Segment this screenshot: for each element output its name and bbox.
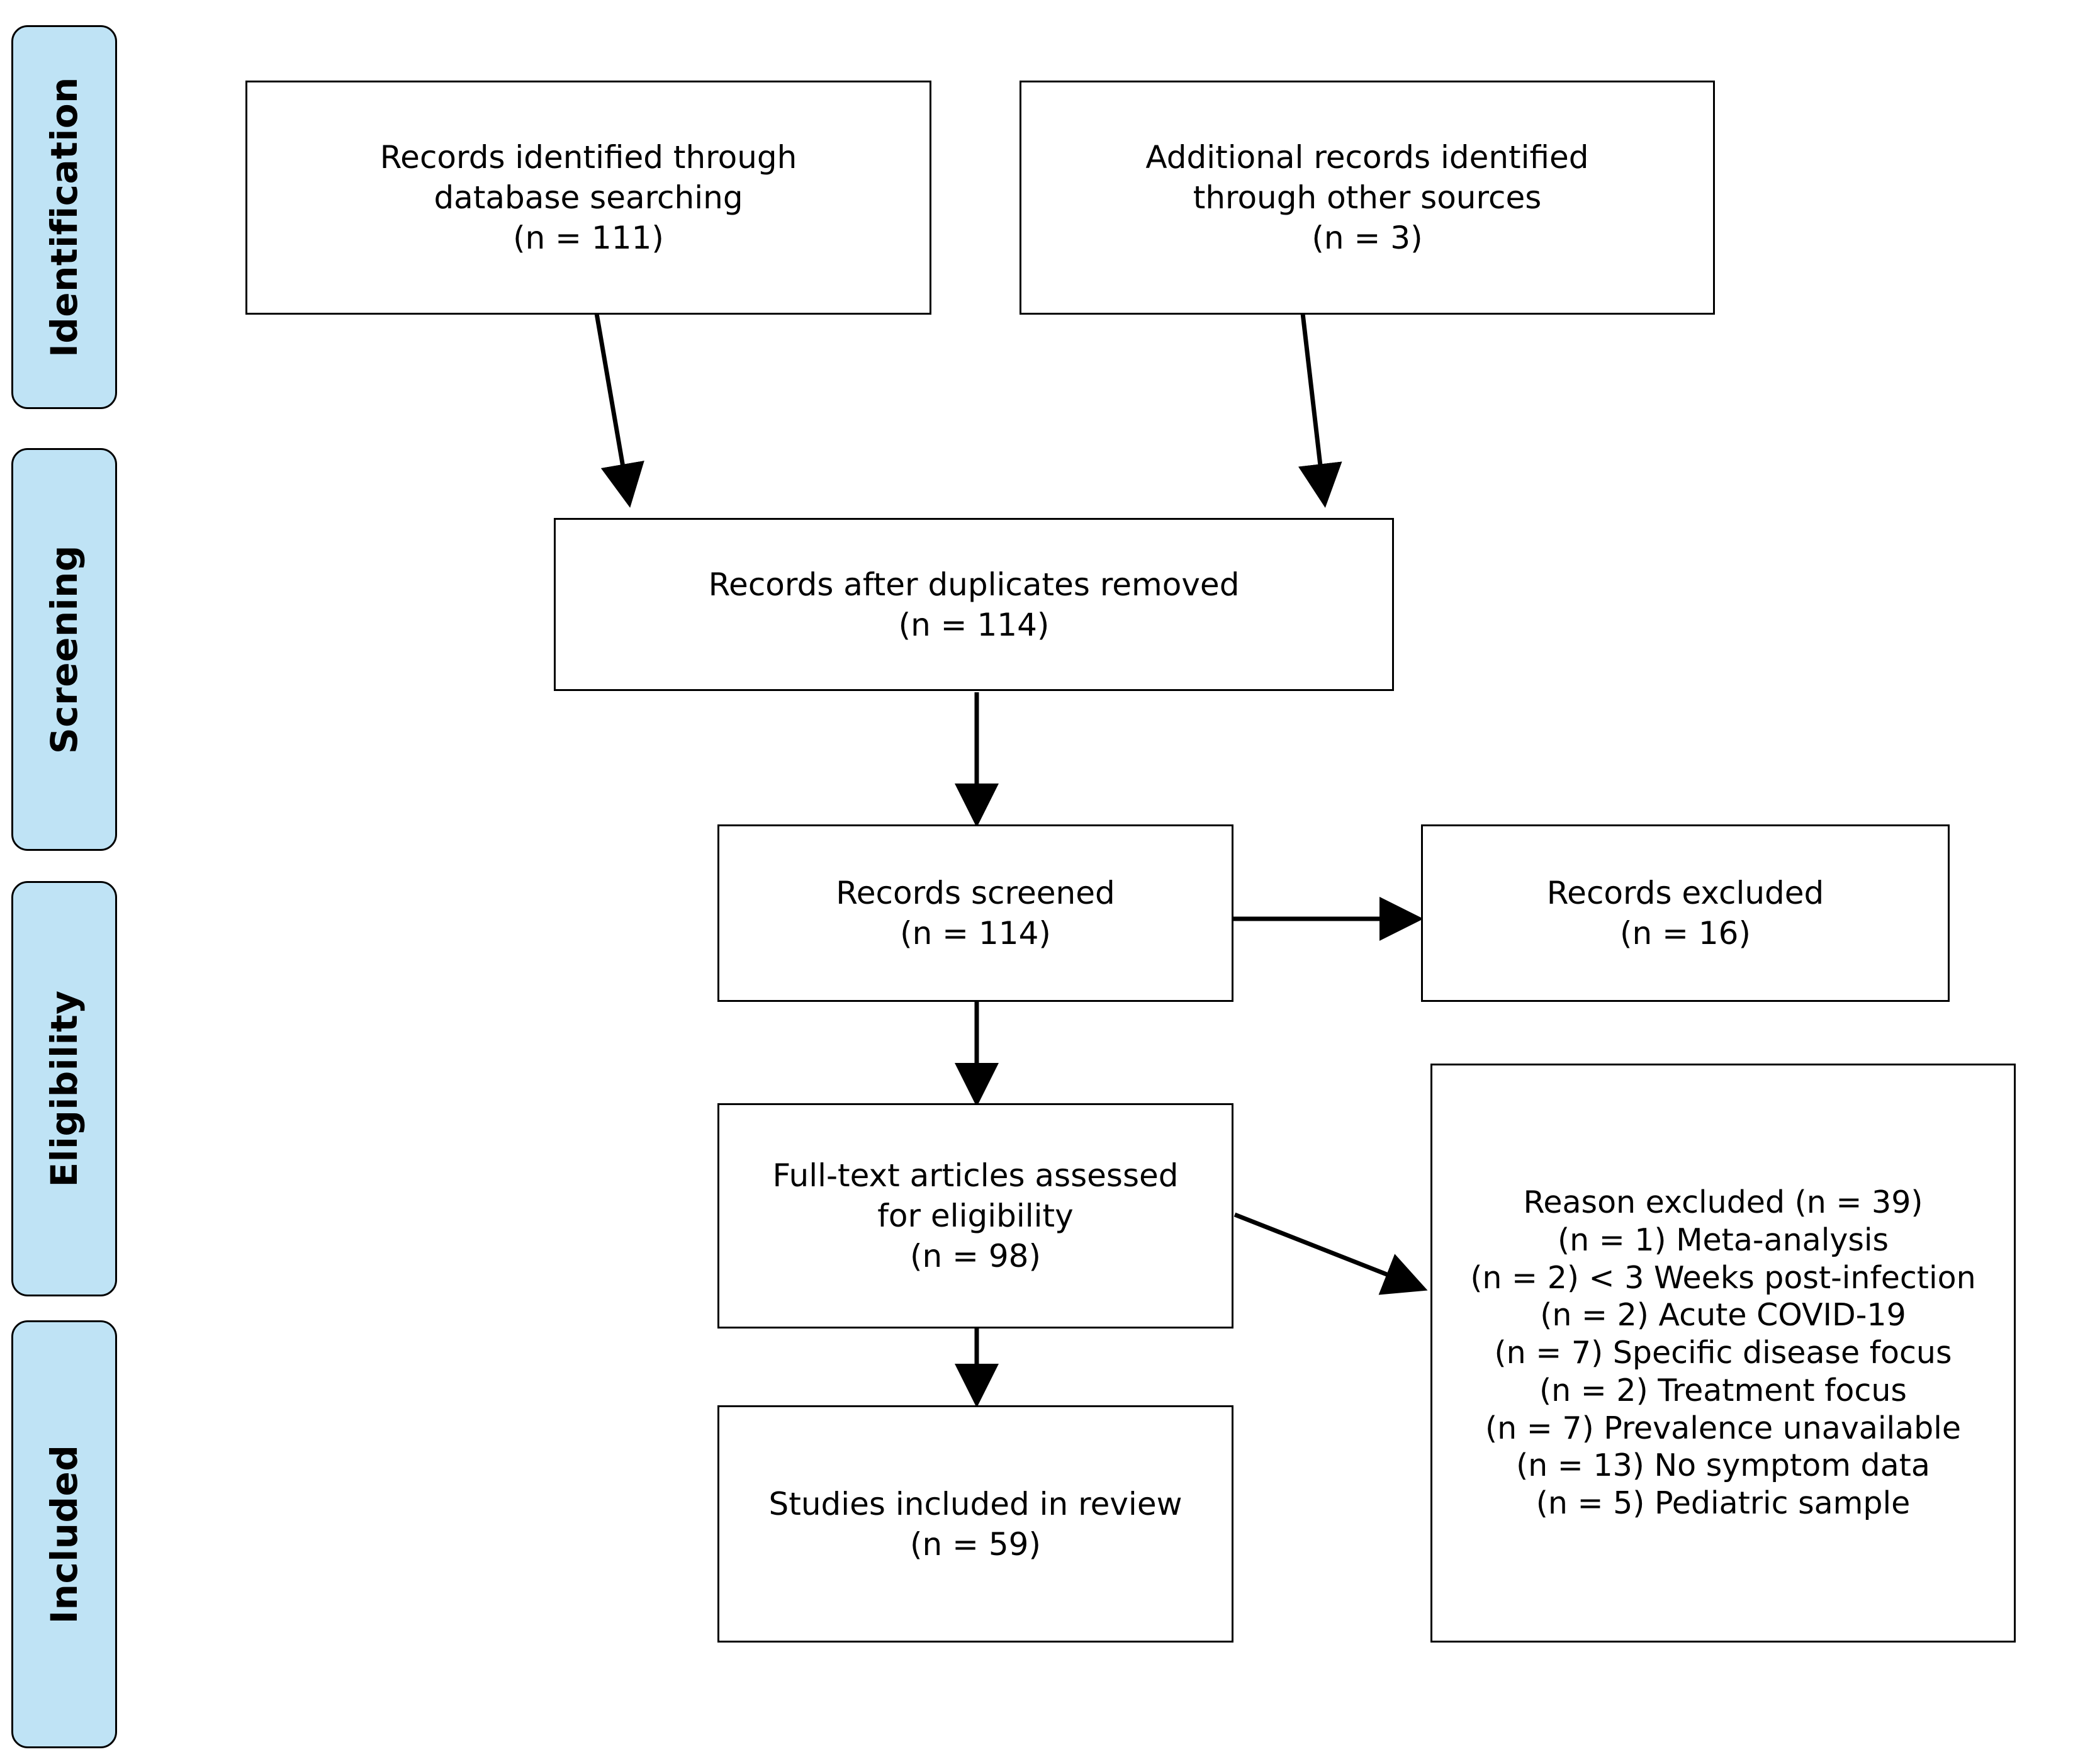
box-line: (n = 7) Prevalence unavailable — [1485, 1410, 1961, 1446]
box-line: for eligibility — [877, 1198, 1074, 1234]
box-line: (n = 3) — [1312, 220, 1423, 256]
stage-eligibility — [11, 881, 117, 1296]
stage-included — [11, 1320, 117, 1748]
box-line: Full-text articles assessed — [772, 1157, 1179, 1194]
box-records-after-duplicates-removed — [554, 518, 1394, 691]
box-line: Reason excluded (n = 39) — [1523, 1184, 1923, 1221]
box-records-excluded — [1421, 824, 1950, 1002]
box-line: (n = 1) Meta-analysis — [1558, 1222, 1889, 1258]
box-line: (n = 2) Treatment focus — [1539, 1372, 1907, 1408]
box-line: (n = 2) < 3 Weeks post-infection — [1470, 1259, 1976, 1296]
box-line: Additional records identified — [1145, 139, 1589, 176]
box-line: database searching — [434, 179, 743, 216]
box-line: (n = 7) Specific disease focus — [1494, 1335, 1952, 1371]
stage-identification — [11, 25, 117, 409]
box-line: (n = 114) — [898, 606, 1050, 643]
box-line: through other sources — [1193, 179, 1542, 216]
box-line: Records excluded — [1546, 875, 1824, 911]
box-line: (n = 59) — [909, 1525, 1041, 1563]
box-line: Records after duplicates removed — [708, 566, 1240, 603]
box-line: (n = 111) — [513, 220, 664, 256]
stage-identification-label: Identification — [43, 77, 86, 357]
box-line: (n = 2) Acute COVID-19 — [1540, 1297, 1906, 1334]
box-line: (n = 98) — [909, 1238, 1041, 1274]
box-line: (n = 114) — [900, 915, 1051, 952]
box-studies-included-in-review — [717, 1405, 1233, 1643]
box-records-identified-database — [245, 81, 931, 315]
box-line: (n = 5) Pediatric sample — [1536, 1485, 1911, 1522]
stage-eligibility-label: Eligibility — [43, 990, 86, 1188]
stage-screening-label: Screening — [43, 545, 86, 754]
box-additional-records-other-sources — [1020, 81, 1715, 315]
box-records-screened — [717, 824, 1233, 1002]
box-reasons-excluded — [1430, 1064, 2016, 1643]
stage-included-label: Included — [43, 1444, 86, 1624]
box-line: Records screened — [836, 875, 1115, 911]
box-line: Studies included in review — [768, 1485, 1183, 1522]
stage-screening — [11, 448, 117, 851]
box-line: (n = 16) — [1619, 915, 1751, 952]
box-fulltext-articles-assessed — [717, 1103, 1233, 1329]
box-line: Records identified through — [379, 139, 797, 176]
box-line: (n = 13) No symptom data — [1516, 1447, 1930, 1484]
